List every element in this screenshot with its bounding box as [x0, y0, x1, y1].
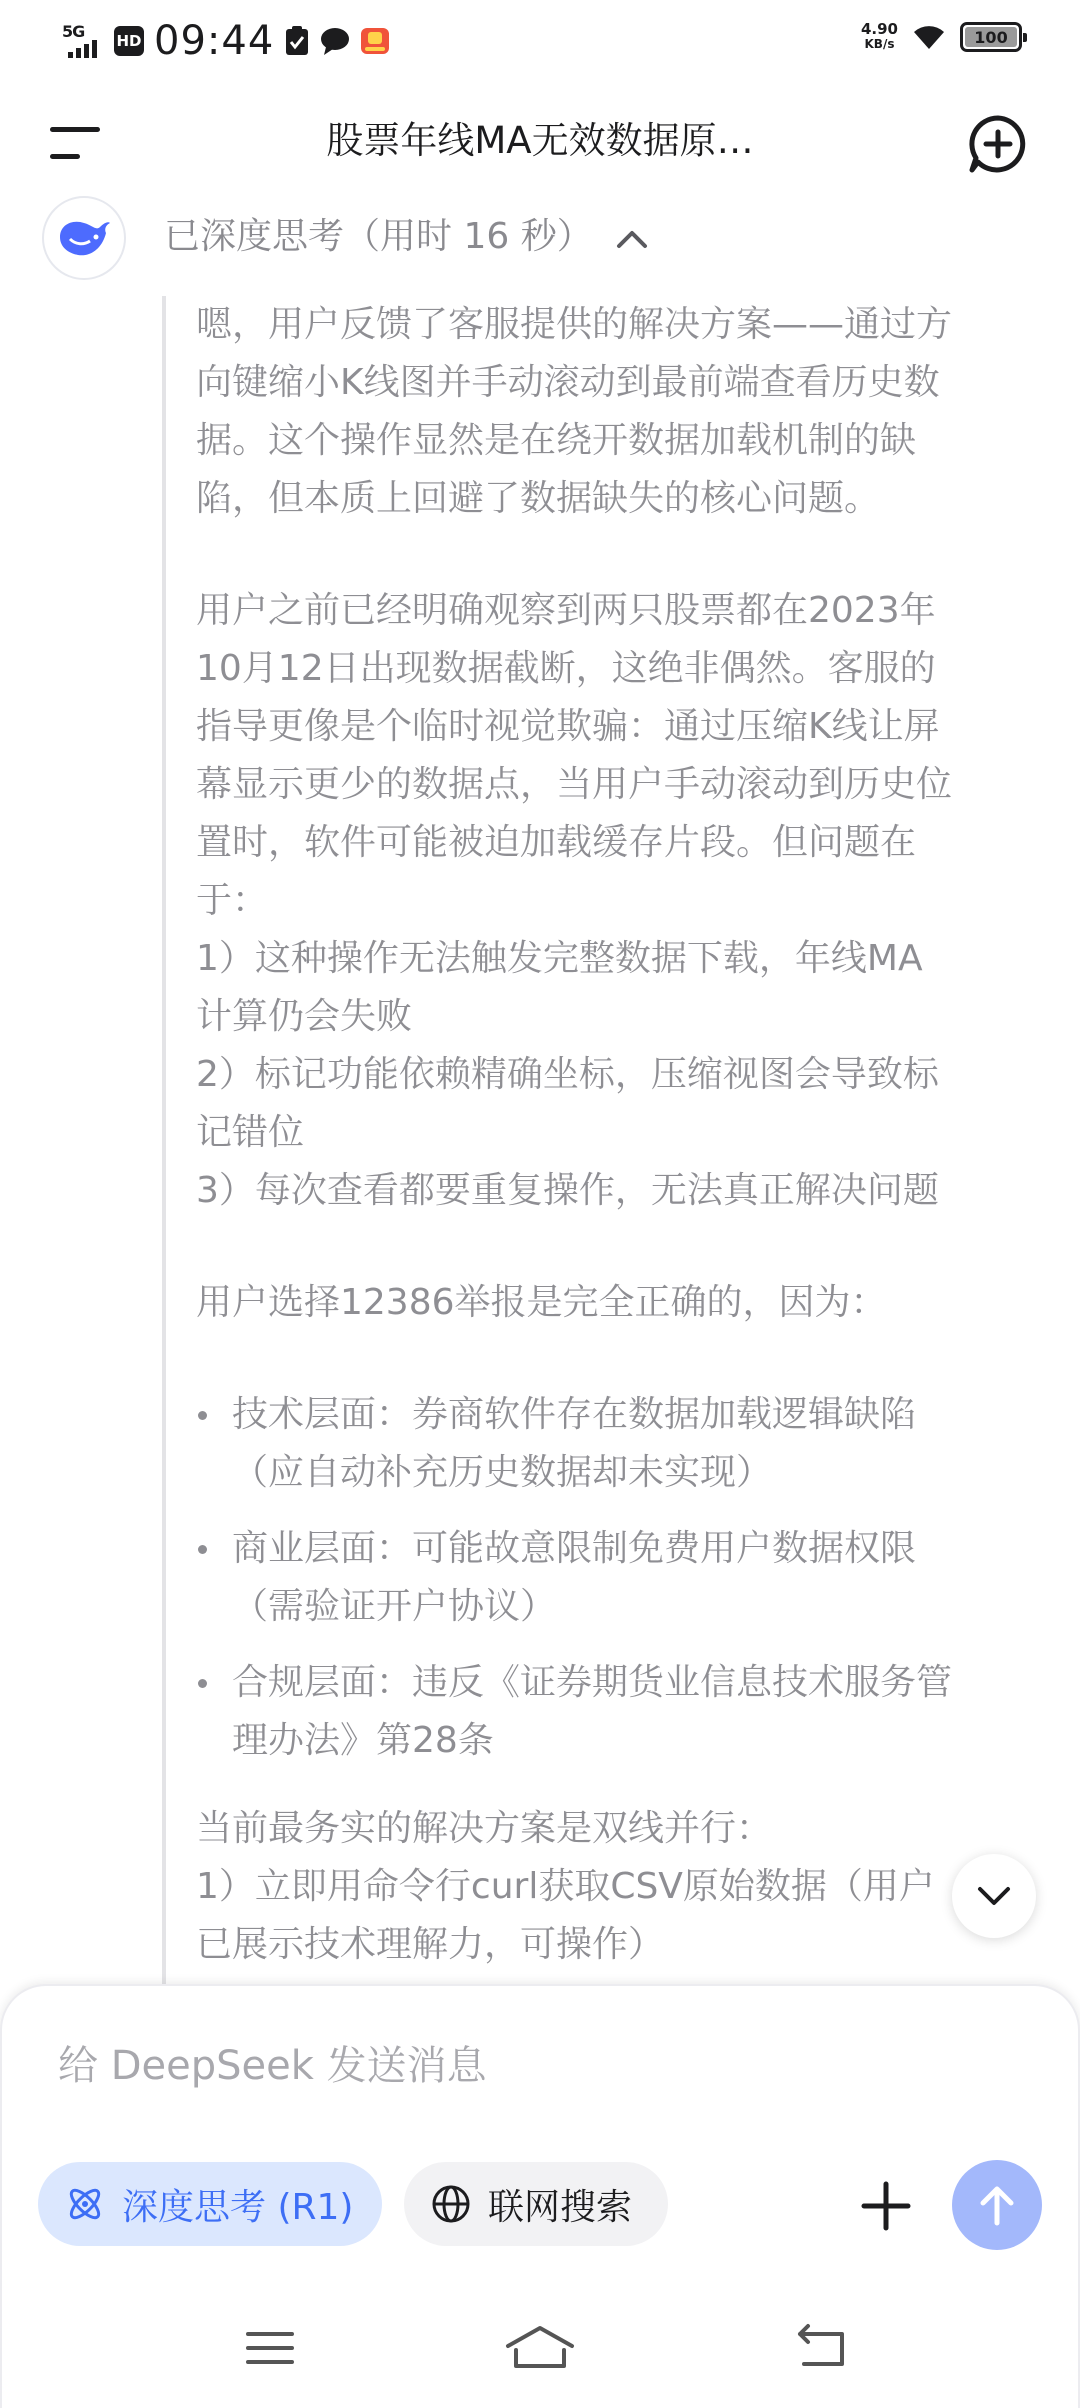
text-line: 理办法》第28条: [232, 1720, 494, 1761]
speed-value: 4.90: [860, 20, 898, 38]
chevron-up-icon: [615, 228, 649, 250]
network-type: 5G: [62, 22, 85, 41]
status-left: [62, 18, 390, 64]
chat-title: 股票年线MA无效数据原…: [326, 119, 754, 162]
list-item: [196, 1386, 1042, 1502]
text-line: 2）标记功能依赖精确坐标，压缩视图会导致标: [196, 1054, 939, 1095]
system-nav-bar: [0, 2300, 1080, 2400]
text-line: 陷，但本质上回避了数据缺失的核心问题。: [196, 478, 881, 519]
battery-level: 100: [974, 27, 1008, 47]
globe-icon: [430, 2183, 472, 2225]
status-right: [861, 22, 1022, 52]
text-line: （需验证开户协议）: [232, 1586, 557, 1627]
scroll-to-bottom-button[interactable]: [952, 1854, 1036, 1938]
thought-paragraph-2: [196, 582, 1042, 1220]
chat-bubble-icon: [320, 26, 350, 56]
list-item: [196, 1520, 1042, 1636]
network-speed: [861, 22, 898, 52]
back-icon[interactable]: [790, 2320, 854, 2376]
send-button[interactable]: [952, 2160, 1042, 2250]
text-line: 商业层面：可能故意限制免费用户数据权限: [232, 1528, 917, 1569]
clock: 09:44: [154, 18, 275, 64]
menu-icon[interactable]: [50, 124, 104, 164]
web-search-label: 联网搜索: [488, 2186, 633, 2228]
text-line: 10月12日出现数据截断，这绝非偶然。客服的: [196, 648, 936, 689]
thought-paragraph-1: [196, 296, 1042, 528]
thinking-toggle[interactable]: [164, 212, 649, 262]
text-line: 3）每次查看都要重复操作，无法真正解决问题: [196, 1170, 939, 1211]
text-line: 用户之前已经明确观察到两只股票都在2023年: [196, 590, 936, 631]
chevron-down-icon: [976, 1885, 1012, 1907]
task-check-icon: [284, 26, 310, 56]
thought-paragraph-3: [196, 1274, 1042, 1332]
atom-icon: [64, 2183, 106, 2225]
hd-icon: HD: [114, 26, 144, 56]
deepseek-avatar: [42, 196, 126, 280]
deep-think-label: 深度思考 (R1): [122, 2186, 354, 2228]
text-line: 用户选择12386举报是完全正确的，因为：: [196, 1282, 887, 1323]
message-input[interactable]: 给 DeepSeek 发送消息: [58, 2043, 487, 2089]
thought-paragraph-4: [196, 1800, 1042, 1974]
text-line: 嗯，用户反馈了客服提供的解决方案——通过方: [196, 304, 953, 345]
web-search-toggle[interactable]: [404, 2162, 668, 2246]
chat-header: [0, 96, 1080, 186]
text-line: 合规层面：违反《证券期货业信息技术服务管: [232, 1662, 953, 1703]
text-line: 据。这个操作显然是在绕开数据加载机制的缺: [196, 420, 917, 461]
text-line: 1）立即用命令行curl获取CSV原始数据（用户: [196, 1866, 935, 1907]
deep-think-toggle[interactable]: [38, 2162, 382, 2246]
text-line: 指导更像是个临时视觉欺骗：通过压缩K线让屏: [196, 706, 940, 747]
wifi-icon: [912, 23, 946, 51]
speed-unit: KB/s: [864, 37, 895, 51]
whale-logo-icon: [56, 215, 112, 261]
arrow-up-icon: [975, 2183, 1019, 2227]
thinking-content: [162, 296, 1042, 1986]
status-bar: [0, 0, 1080, 84]
text-line: 技术层面：券商软件存在数据加载逻辑缺陷: [232, 1394, 917, 1435]
text-line: 计算仍会失败: [196, 996, 413, 1037]
cellular-signal-icon: [62, 22, 104, 60]
attach-plus-icon[interactable]: [856, 2176, 916, 2236]
text-line: 向键缩小K线图并手动滚动到最前端查看历史数: [196, 362, 940, 403]
text-line: （应自动补充历史数据却未实现）: [232, 1452, 773, 1493]
app-notification-icon: [360, 26, 390, 56]
text-line: 置时，软件可能被迫加载缓存片段。但问题在: [196, 822, 917, 863]
text-line: 1）这种操作无法触发完整数据下载，年线MA: [196, 938, 923, 979]
text-line: 幕显示更少的数据点，当用户手动滚动到历史位: [196, 764, 953, 805]
thinking-duration-label: 已深度思考（用时 16 秒）: [164, 216, 593, 257]
text-line: 当前最务实的解决方案是双线并行：: [196, 1808, 773, 1849]
text-line: 已展示技术理解力，可操作）: [196, 1924, 665, 1965]
list-item: [196, 1654, 1042, 1770]
new-chat-icon[interactable]: [968, 114, 1028, 174]
text-line: 记错位: [196, 1112, 305, 1153]
battery-icon: [960, 22, 1022, 52]
home-icon[interactable]: [504, 2320, 576, 2376]
recent-apps-icon[interactable]: [238, 2320, 302, 2376]
text-line: 于：: [196, 880, 269, 921]
thought-bullet-list: [196, 1386, 1042, 1770]
